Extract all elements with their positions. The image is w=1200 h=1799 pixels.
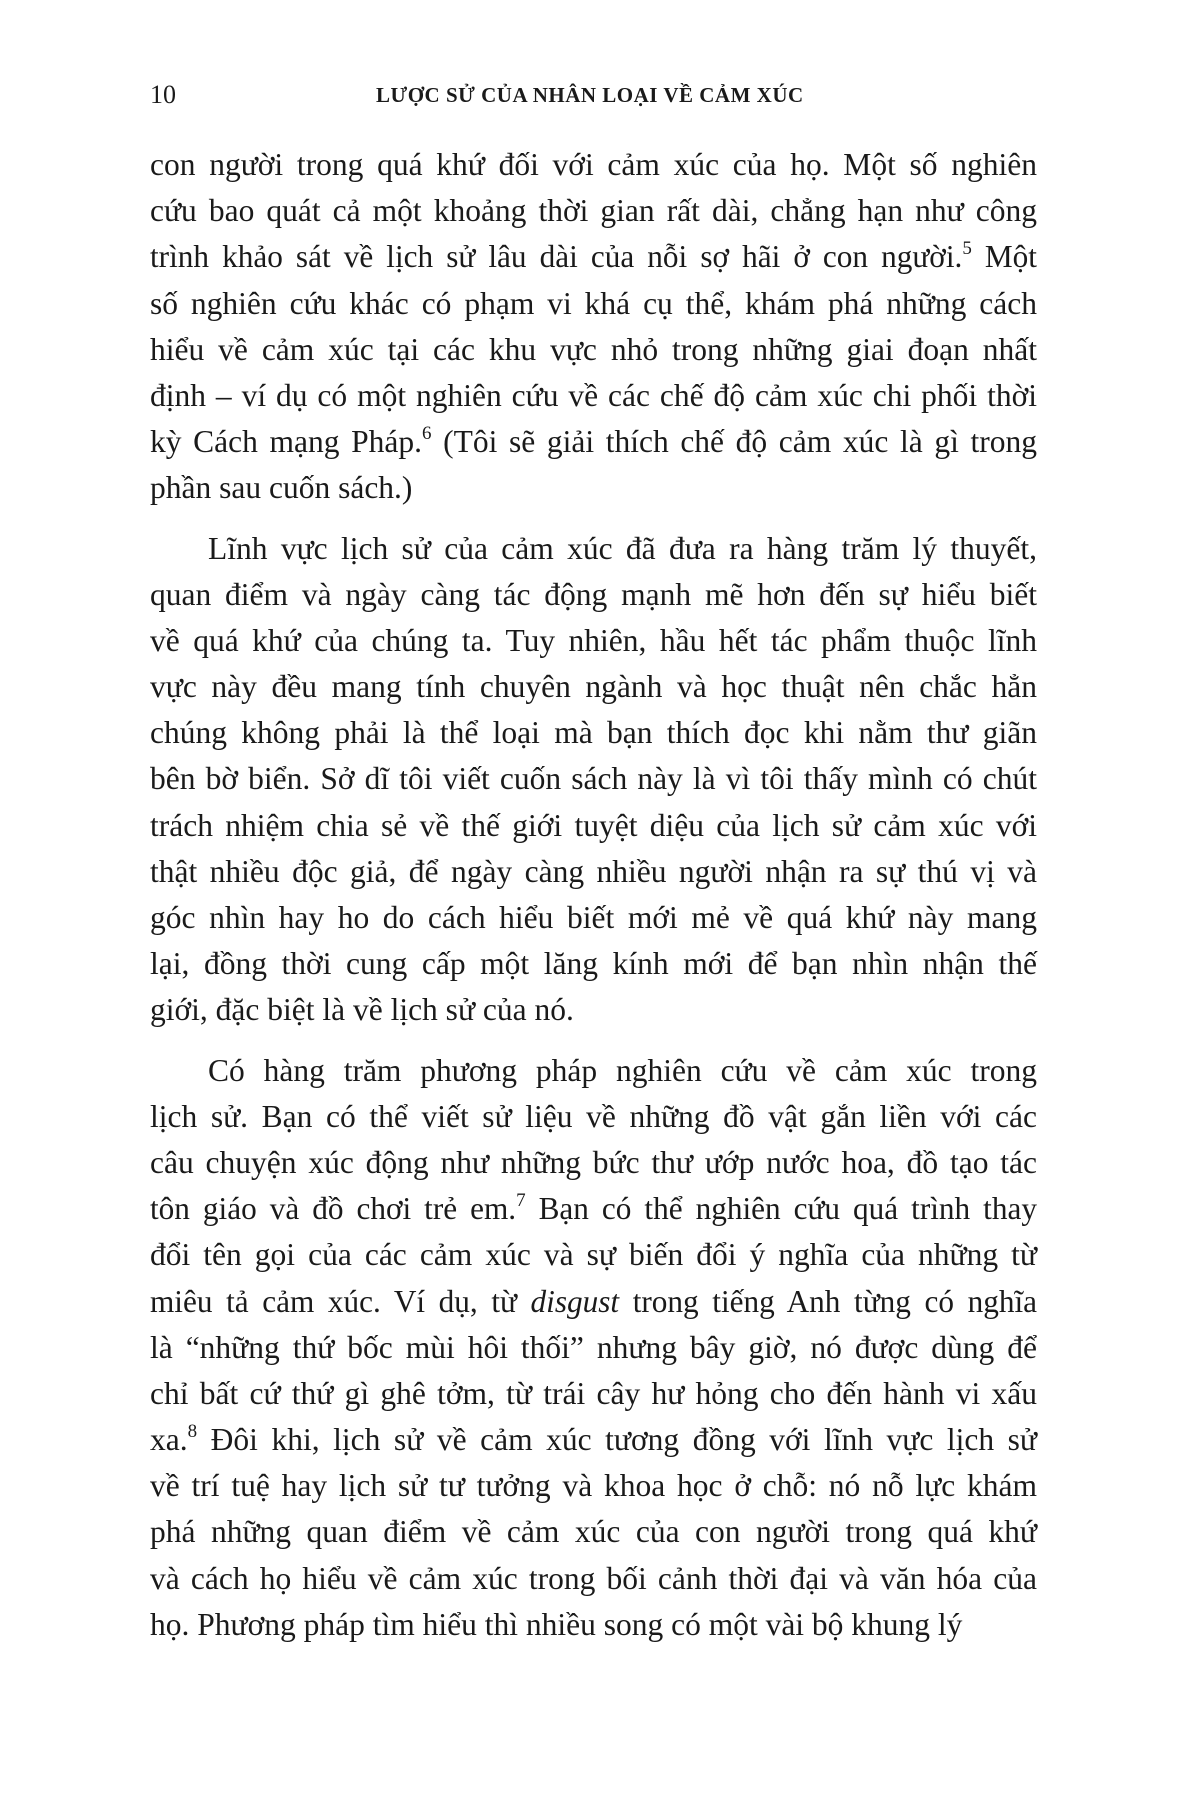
text-line xyxy=(150,1417,1037,1463)
text-line xyxy=(150,1556,1037,1602)
text-run: thật nhiều độc giả, để ngày càng nhiều người nhận ra sự thú vị và xyxy=(150,853,1037,889)
text-line xyxy=(150,188,1037,234)
text-line xyxy=(150,1094,1037,1140)
text-run: định – ví dụ có một nghiên cứu về các chế độ cảm xúc chi phối thời xyxy=(150,377,1037,413)
text-line xyxy=(150,710,1037,756)
page-number: 10 xyxy=(150,80,176,109)
text-line xyxy=(150,327,1037,373)
text-run: họ. Phương pháp tìm hiểu thì nhiều song có một vài bộ khung lý xyxy=(150,1606,963,1642)
text-line xyxy=(150,1509,1037,1555)
text-line xyxy=(150,849,1037,895)
text-line xyxy=(150,941,1037,987)
text-run: Có hàng trăm phương pháp nghiên cứu về cảm xúc trong xyxy=(208,1052,1037,1088)
text-run: phần sau cuốn sách.) xyxy=(150,470,413,506)
text-run: về trí tuệ hay lịch sử tư tưởng và khoa học ở chỗ: nó nỗ lực khám xyxy=(150,1468,1037,1504)
text-line xyxy=(150,1371,1037,1417)
text-run: quan điểm và ngày càng tác động mạnh mẽ hơn đến sự hiểu biết xyxy=(150,576,1037,612)
text-run: Bạn có thể nghiên cứu quá trình thay xyxy=(525,1191,1037,1227)
text-line xyxy=(150,1232,1037,1278)
text-line xyxy=(150,1048,1037,1094)
text-run: trong tiếng Anh từng có nghĩa xyxy=(619,1283,1037,1319)
text-line xyxy=(150,526,1037,572)
text-run: số nghiên cứu khác có phạm vi khá cụ thể, khám phá những cách xyxy=(150,285,1037,321)
paragraph xyxy=(150,526,1037,1034)
text-line xyxy=(150,234,1037,280)
text-run: lại, đồng thời cung cấp một lăng kính mới để bạn nhìn nhận thế xyxy=(150,946,1037,982)
text-run: (Tôi sẽ giải thích chế độ cảm xúc là gì trong xyxy=(431,424,1037,460)
text-run: hiểu về cảm xúc tại các khu vực nhỏ trong những giai đoạn nhất xyxy=(150,331,1037,367)
text-run: góc nhìn hay ho do cách hiểu biết mới mẻ về quá khứ này mang xyxy=(150,900,1037,935)
text-run: Lĩnh vực lịch sử của cảm xúc đã đưa ra hàng trăm lý thuyết, xyxy=(208,530,1037,566)
text-run: và cách họ hiểu về cảm xúc trong bối cảnh thời đại và văn hóa của xyxy=(150,1560,1037,1596)
text-run: Đôi khi, lịch sử về cảm xúc tương đồng với lĩnh vực lịch sử xyxy=(197,1422,1037,1458)
text-run: bên bờ biển. Sở dĩ tôi viết cuốn sách này là vì tôi thấy mình có chút xyxy=(150,761,1037,797)
paragraph xyxy=(150,1048,1037,1648)
text-run: miêu tả cảm xúc. Ví dụ, từ xyxy=(150,1283,531,1319)
paragraph-gap xyxy=(150,1034,1037,1048)
text-line xyxy=(150,1463,1037,1509)
text-run: chỉ bất cứ thứ gì ghê tởm, từ trái cây hư hỏng cho đến hành vi xấu xyxy=(150,1375,1037,1411)
text-line xyxy=(150,465,1037,511)
text-run: giới, đặc biệt là về lịch sử của nó. xyxy=(150,992,574,1028)
text-run: về quá khứ của chúng ta. Tuy nhiên, hầu hết tác phẩm thuộc lĩnh xyxy=(150,622,1037,658)
text-run: kỳ Cách mạng Pháp. xyxy=(150,424,422,460)
text-line xyxy=(150,756,1037,802)
footnote-marker: 5 xyxy=(962,238,972,260)
text-line xyxy=(150,664,1037,710)
text-run: xa. xyxy=(150,1422,188,1458)
text-run: tôn giáo và đồ chơi trẻ em. xyxy=(150,1191,517,1227)
text-run: vực này đều mang tính chuyên ngành và học thuật nên chắc hẳn xyxy=(150,669,1037,705)
paragraph-gap xyxy=(150,512,1037,526)
text-run: là “những thứ bốc mùi hôi thối” nhưng bây giờ, nó được dùng để xyxy=(150,1329,1037,1365)
footnote-marker: 7 xyxy=(516,1190,526,1212)
text-line xyxy=(150,895,1037,941)
text-line xyxy=(150,1602,1037,1648)
text-line xyxy=(150,572,1037,618)
text-line xyxy=(150,1140,1037,1186)
text-line xyxy=(150,1186,1037,1232)
text-run: đổi tên gọi của các cảm xúc và sự biến đổi ý nghĩa của những từ xyxy=(150,1237,1037,1273)
text-line xyxy=(150,1325,1037,1371)
text-line xyxy=(150,618,1037,664)
body-text xyxy=(150,142,1037,1648)
text-line xyxy=(150,373,1037,419)
text-run: trách nhiệm chia sẻ về thế giới tuyệt diệu của lịch sử cảm xúc với xyxy=(150,807,1037,843)
text-run: chúng không phải là thể loại mà bạn thích đọc khi nằm thư giãn xyxy=(150,715,1037,751)
text-line xyxy=(150,803,1037,849)
text-run: Một xyxy=(971,239,1037,275)
paragraph xyxy=(150,142,1037,512)
italic-term: disgust xyxy=(530,1283,620,1319)
text-run: cứu bao quát cả một khoảng thời gian rất dài, chẳng hạn như công xyxy=(150,193,1037,229)
footnote-marker: 6 xyxy=(421,423,432,445)
text-run: trình khảo sát về lịch sử lâu dài của nỗi sợ hãi ở con người. xyxy=(150,239,963,275)
text-run: lịch sử. Bạn có thể viết sử liệu về những đồ vật gắn liền với các xyxy=(150,1098,1037,1134)
text-line xyxy=(150,419,1037,465)
running-title: LƯỢC SỬ CỦA NHÂN LOẠI VỀ CẢM XÚC xyxy=(376,83,804,107)
text-line xyxy=(150,1279,1037,1325)
text-line xyxy=(150,987,1037,1033)
footnote-marker: 8 xyxy=(187,1421,198,1443)
text-line xyxy=(150,281,1037,327)
text-run: câu chuyện xúc động như những bức thư ướp nước hoa, đồ tạo tác xyxy=(150,1144,1037,1180)
text-run: phá những quan điểm về cảm xúc của con người trong quá khứ xyxy=(150,1514,1037,1550)
text-line xyxy=(150,142,1037,188)
text-run: con người trong quá khứ đối với cảm xúc của họ. Một số nghiên xyxy=(150,147,1037,182)
